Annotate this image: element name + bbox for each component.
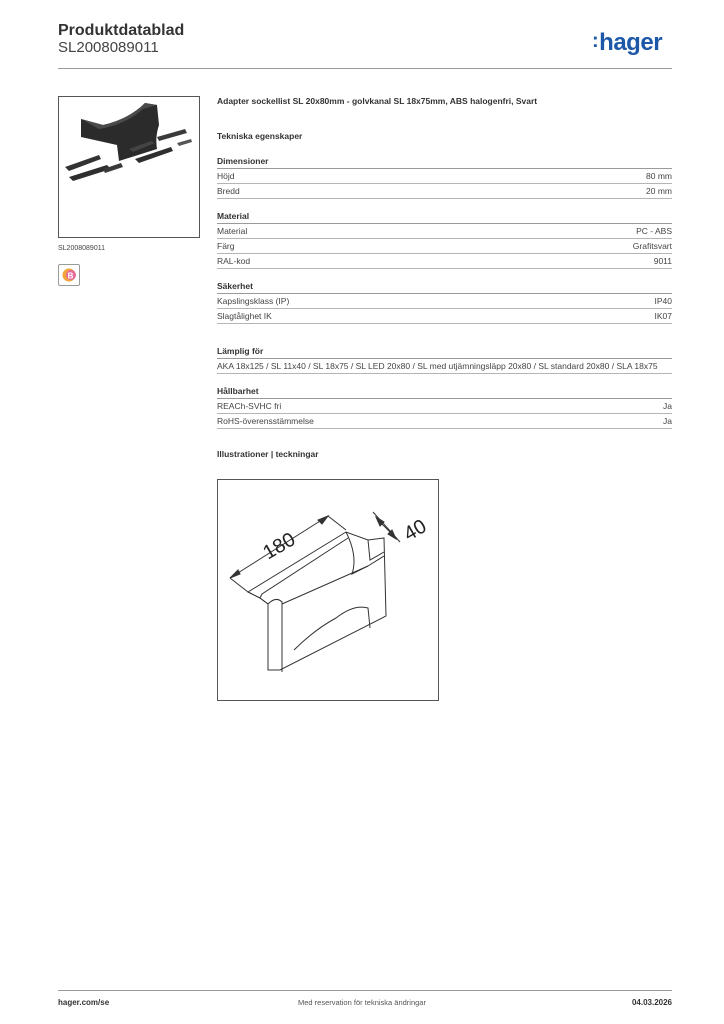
dimension-40-label: 40 xyxy=(400,515,431,546)
spec-content xyxy=(217,96,672,459)
spec-label: RAL-kod xyxy=(217,256,251,266)
hager-logo[interactable] xyxy=(592,29,662,57)
spec-label: Slagtålighet IK xyxy=(217,311,272,321)
section-safety xyxy=(217,281,672,324)
spec-value: Grafitsvart xyxy=(632,241,672,251)
logo-dots-icon: : xyxy=(592,30,599,52)
product-photo xyxy=(58,96,200,238)
spec-label: Färg xyxy=(217,241,235,251)
section-title: Material xyxy=(217,211,672,224)
spec-row xyxy=(217,294,672,309)
product-photo-image xyxy=(59,97,199,237)
reference-label: SL2008089011 xyxy=(58,245,105,252)
spec-value: PC - ABS xyxy=(636,226,672,236)
spec-value: IK07 xyxy=(654,311,672,321)
product-title: Adapter sockellist SL 20x80mm - golvkanal SL 18x75mm, ABS halogenfri, Svart xyxy=(217,96,538,106)
footer-website-link[interactable]: hager.com/se xyxy=(58,998,110,1007)
spec-value: IP40 xyxy=(654,296,672,306)
logo-text: hager xyxy=(599,29,663,56)
product-code-header: SL2008089011 xyxy=(58,39,159,56)
technical-drawing-image xyxy=(218,480,438,700)
halogen-free-badge-icon xyxy=(58,264,80,286)
spec-label: Höjd xyxy=(217,171,235,181)
svg-text:B: B xyxy=(67,271,74,281)
spec-value: Ja xyxy=(663,416,672,426)
section-title: Lämplig för xyxy=(217,346,672,359)
footer-divider xyxy=(58,990,672,991)
spec-label: REACh-SVHC fri xyxy=(217,401,282,411)
technical-drawing xyxy=(217,479,439,701)
dimension-180-label: 180 xyxy=(259,528,300,565)
spec-row xyxy=(217,414,672,429)
spec-row xyxy=(217,309,672,324)
spec-row xyxy=(217,169,672,184)
footer-date: 04.03.2026 xyxy=(631,998,672,1007)
spec-label: Material xyxy=(217,226,248,236)
section-title: Hållbarhet xyxy=(217,386,672,399)
spec-row xyxy=(217,399,672,414)
suitable-text: AKA 18x125 / SL 11x40 / SL 18x75 / SL LED 20x80 / SL med utjämningsläpp 20x80 / SL standard 20x80 / SLA 18x75 xyxy=(217,359,672,374)
section-sustainability xyxy=(217,386,672,429)
spec-value: 20 mm xyxy=(646,186,672,196)
spec-label: Bredd xyxy=(217,186,240,196)
page-title: Produktdatablad xyxy=(58,22,185,39)
section-title: Säkerhet xyxy=(217,281,672,294)
section-suitable xyxy=(217,346,672,374)
tech-heading: Tekniska egenskaper xyxy=(217,131,303,141)
spec-label: RoHS-överensstämmelse xyxy=(217,416,314,426)
spec-row xyxy=(217,184,672,199)
spec-value: Ja xyxy=(663,401,672,411)
section-material xyxy=(217,211,672,269)
spec-label: Kapslingsklass (IP) xyxy=(217,296,290,306)
header-divider xyxy=(58,68,672,69)
spec-row xyxy=(217,224,672,239)
section-dimensions xyxy=(217,156,672,199)
spec-value: 80 mm xyxy=(646,171,672,181)
footer-note: Med reservation för tekniska ändringar xyxy=(298,998,426,1007)
spec-row xyxy=(217,239,672,254)
spec-row xyxy=(217,254,672,269)
spec-value: 9011 xyxy=(653,256,672,266)
illustrations-title: Illustrationer | teckningar xyxy=(217,449,319,459)
section-title: Dimensioner xyxy=(217,156,672,169)
